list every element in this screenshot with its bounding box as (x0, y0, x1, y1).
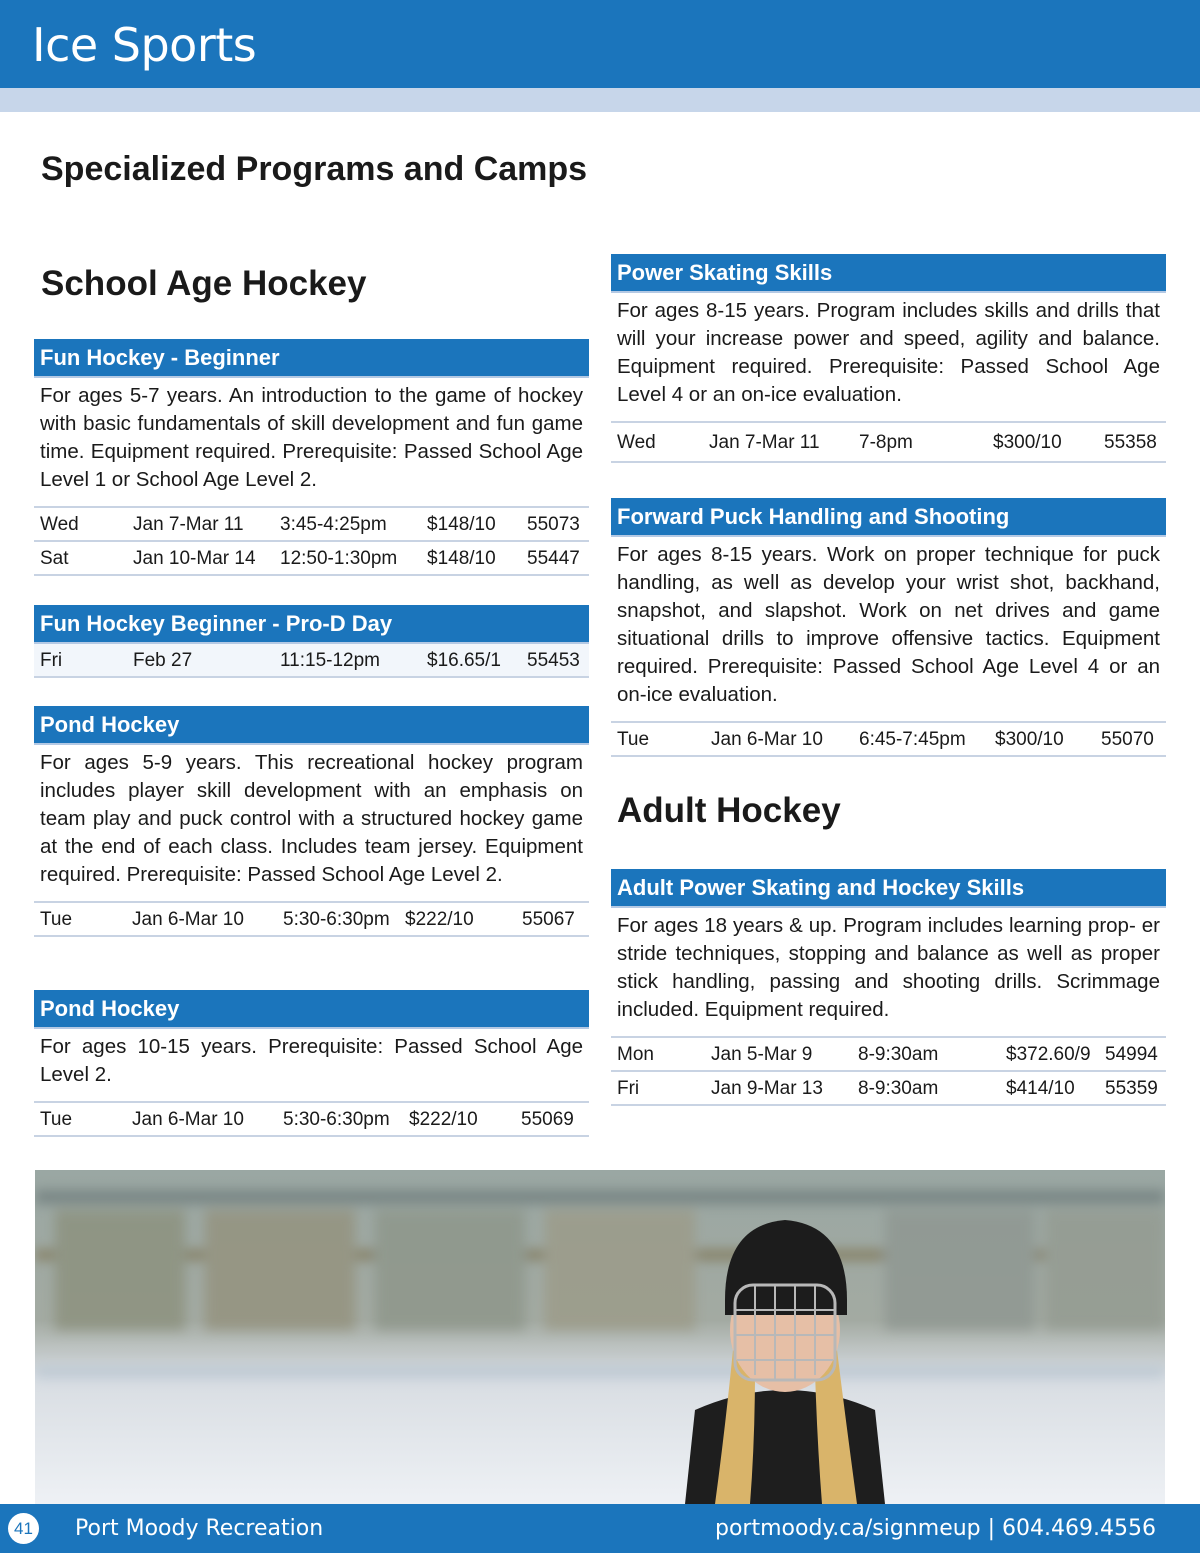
course-code: 55447 (527, 548, 580, 569)
dates: Feb 27 (133, 650, 193, 671)
program-adult-power-skating (611, 869, 1166, 1106)
schedule-row (34, 644, 589, 678)
price: $148/10 (427, 548, 496, 569)
day: Sat (40, 548, 69, 569)
footer-org-name: Port Moody Recreation (75, 1516, 324, 1541)
schedule-row (34, 540, 589, 576)
time: 6:45-7:45pm (859, 729, 966, 750)
price: $300/10 (993, 432, 1062, 453)
course-code: 55358 (1104, 432, 1157, 453)
schedule-table (611, 1036, 1166, 1106)
time: 11:15-12pm (280, 650, 380, 671)
dates: Jan 10-Mar 14 (133, 548, 256, 569)
adult-hockey-heading: Adult Hockey (617, 791, 841, 830)
day: Wed (40, 514, 79, 535)
dates: Jan 7-Mar 11 (133, 514, 244, 535)
program-pond-hockey-10-15 (34, 990, 589, 1137)
schedule-row (611, 721, 1166, 757)
course-code: 54994 (1105, 1044, 1158, 1065)
header-bar (0, 0, 1200, 88)
program-title: Pond Hockey (34, 706, 589, 745)
schedule-row (611, 421, 1166, 463)
course-code: 55069 (521, 1109, 574, 1130)
page-number: 41 (8, 1513, 39, 1544)
time: 8-9:30am (858, 1078, 939, 1099)
dates: Jan 6-Mar 10 (132, 909, 244, 930)
schedule-row (611, 1070, 1166, 1106)
schedule-table (34, 901, 589, 937)
page-title: Ice Sports (32, 18, 257, 72)
program-title: Fun Hockey - Beginner (34, 339, 589, 378)
course-code: 55359 (1105, 1078, 1158, 1099)
day: Tue (40, 1109, 73, 1130)
program-forward-puck-handling (611, 498, 1166, 757)
schedule-table (34, 506, 589, 576)
program-description: For ages 5-9 years. This recreational hockey program includes player skill development with an emphasis on team play and puck control with a structured hockey game at the end of each class. Includes team jersey. Equipment required. Prerequisite: Passed School Age Level 2. (40, 751, 583, 886)
course-code: 55067 (522, 909, 575, 930)
price: $222/10 (409, 1109, 478, 1130)
day: Tue (40, 909, 73, 930)
footer-bar (0, 1504, 1200, 1553)
program-description: For ages 5-7 years. An introduction to the game of hockey with basic fundamentals of skill development and fun game time. Equipment required. Prerequisite: Passed School Age Level 1 or School Age Level 2. (40, 384, 583, 491)
hockey-player-illustration (35, 1170, 1165, 1504)
school-age-hockey-heading: School Age Hockey (41, 264, 367, 303)
course-code: 55453 (527, 650, 580, 671)
price: $16.65/1 (427, 650, 501, 671)
time: 3:45-4:25pm (280, 514, 387, 535)
program-pond-hockey-5-9 (34, 706, 589, 937)
time: 7-8pm (859, 432, 913, 453)
day: Fri (617, 1078, 640, 1099)
day: Tue (617, 729, 650, 750)
course-code: 55073 (527, 514, 580, 535)
schedule-table (611, 721, 1166, 757)
course-code: 55070 (1101, 729, 1154, 750)
program-power-skating-skills (611, 254, 1166, 463)
footer-contact[interactable]: portmoody.ca/signmeup | 604.469.4556 (715, 1516, 1156, 1541)
program-title: Forward Puck Handling and Shooting (611, 498, 1166, 537)
price: $222/10 (405, 909, 474, 930)
program-title: Fun Hockey Beginner - Pro-D Day (34, 605, 589, 644)
price: $300/10 (995, 729, 1064, 750)
dates: Jan 6-Mar 10 (711, 729, 823, 750)
schedule-row (34, 506, 589, 540)
hockey-player-photo (35, 1170, 1165, 1504)
program-title: Adult Power Skating and Hockey Skills (611, 869, 1166, 908)
dates: Jan 6-Mar 10 (132, 1109, 244, 1130)
price: $414/10 (1006, 1078, 1075, 1099)
schedule-row (34, 901, 589, 937)
program-title: Power Skating Skills (611, 254, 1166, 293)
price: $148/10 (427, 514, 496, 535)
dates: Jan 7-Mar 11 (709, 432, 820, 453)
price: $372.60/9 (1006, 1044, 1091, 1065)
time: 8-9:30am (858, 1044, 939, 1065)
program-description: For ages 10-15 years. Prerequisite: Passed School Age Level 2. (40, 1035, 583, 1086)
day: Wed (617, 432, 656, 453)
section-title: Specialized Programs and Camps (41, 150, 588, 188)
time: 12:50-1:30pm (280, 548, 398, 569)
program-title: Pond Hockey (34, 990, 589, 1029)
time: 5:30-6:30pm (283, 909, 390, 930)
dates: Jan 9-Mar 13 (711, 1078, 823, 1099)
header-stripe (0, 88, 1200, 112)
schedule-row (34, 1101, 589, 1137)
program-description: For ages 8-15 years. Work on proper technique for puck handling, as well as develop your wrist shot, backhand, snapshot, and slapshot. Work on net drives and game situational drills to improve offensive tactics. Equipment required. Prerequisite: Passed School Age Level 4 or an on-ice evaluation. (617, 543, 1160, 706)
schedule-row (611, 1036, 1166, 1070)
program-fun-hockey-pro-d-day (34, 605, 589, 678)
dates: Jan 5-Mar 9 (711, 1044, 813, 1065)
day: Fri (40, 650, 63, 671)
program-fun-hockey-beginner (34, 339, 589, 576)
time: 5:30-6:30pm (283, 1109, 390, 1130)
schedule-table (34, 1101, 589, 1137)
program-description: For ages 18 years & up. Program includes learning prop- er stride techniques, stopping and balance as well as proper stick handling, passing and shooting drills. Scrimmage included. Equipment required. (617, 914, 1160, 1021)
program-description: For ages 8-15 years. Program includes skills and drills that will your increase power and speed, agility and balance. Equipment required. Prerequisite: Passed School Age Level 4 or an on-ice evaluation. (617, 299, 1160, 406)
schedule-table (611, 421, 1166, 463)
day: Mon (617, 1044, 654, 1065)
schedule-table (34, 644, 589, 678)
